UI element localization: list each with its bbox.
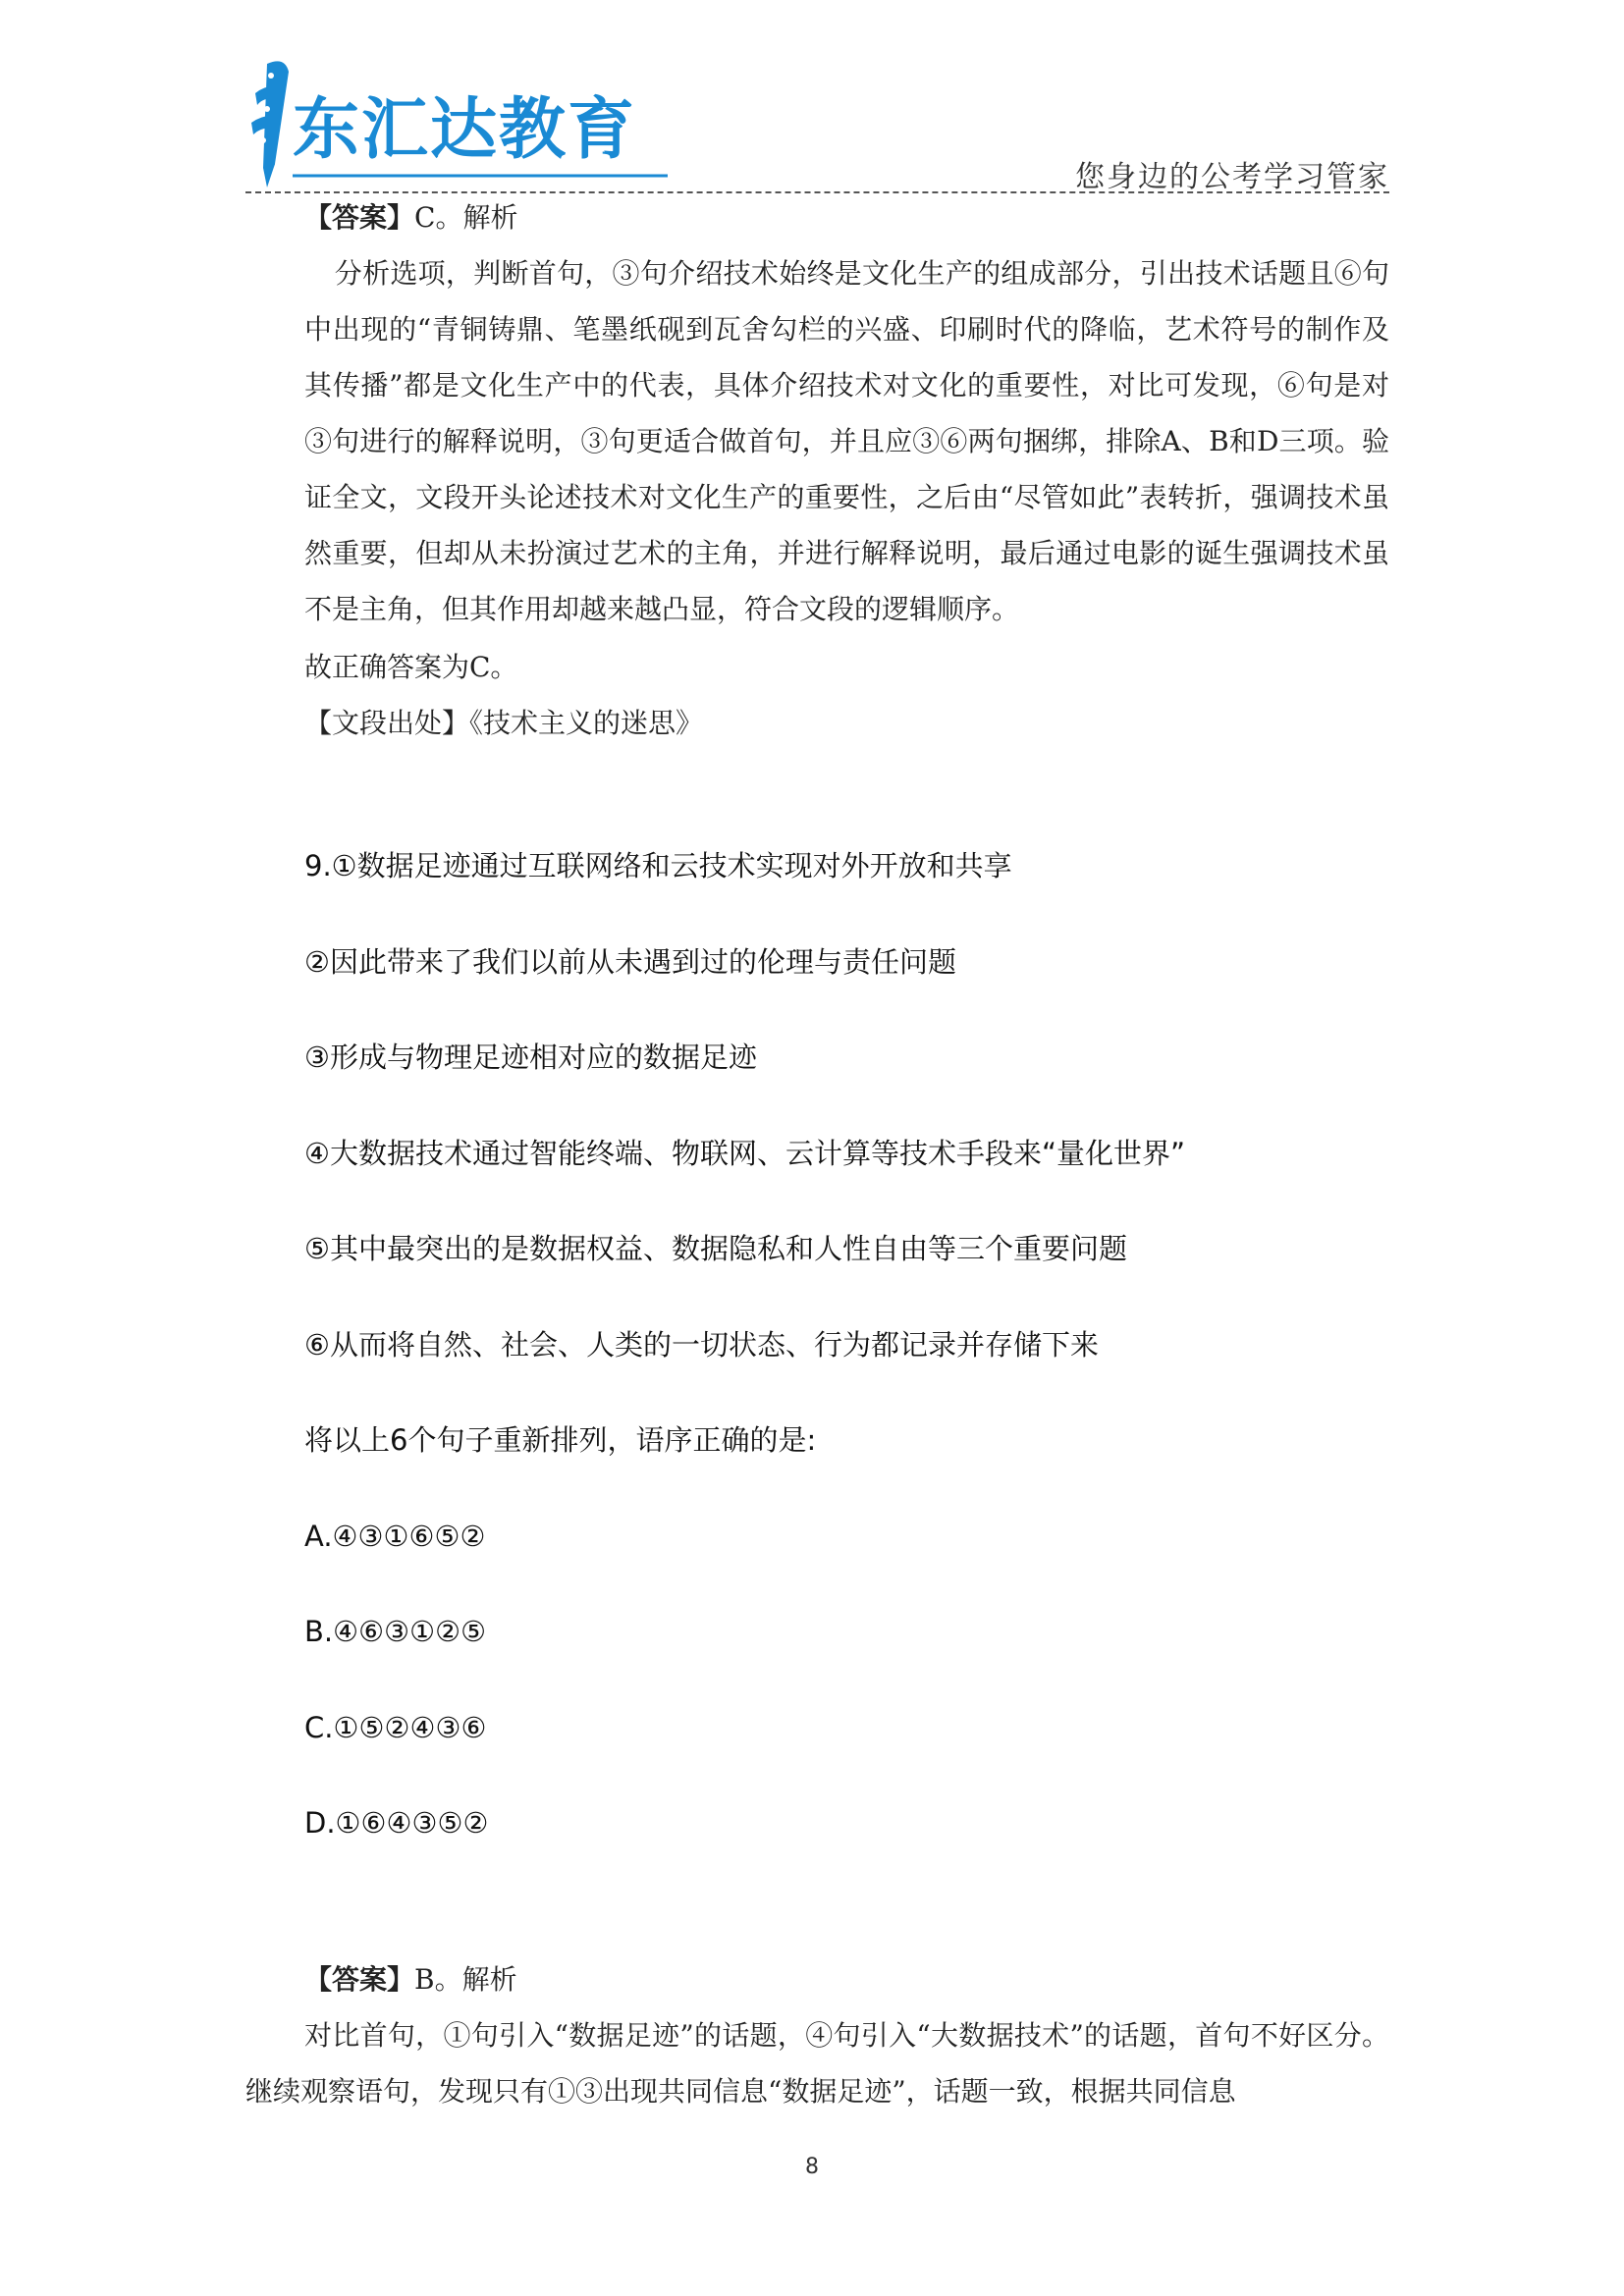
question-9-line: 9.①数据足迹通过互联网络和云技术实现对外开放和共享 — [304, 849, 1012, 882]
option-d: D.①⑥④③⑤② — [304, 1806, 489, 1840]
option-b: B.④⑥③①②⑤ — [304, 1615, 487, 1648]
page-number: 8 — [805, 2155, 819, 2179]
option-a: A.④③①⑥⑤② — [304, 1519, 486, 1553]
question-9-line: ③形成与物理足迹相对应的数据足迹 — [304, 1041, 757, 1074]
answer-8-source: 【文段出处】《技术主义的迷思》 — [304, 707, 704, 739]
answer-choice: C。解析 — [414, 201, 518, 234]
answer-8-heading — [304, 189, 1389, 245]
question-9-prompt: 将以上6个句子重新排列，语序正确的是: — [304, 1423, 817, 1457]
answer-8-conclusion: 故正确答案为C。 — [304, 651, 518, 683]
answer-9-heading — [304, 1951, 1389, 2007]
header-slogan: 您身边的公考学习管家 — [1075, 160, 1389, 194]
answer-9-body — [245, 2007, 1389, 2119]
question-9-line: ②因此带来了我们以前从未遇到过的伦理与责任问题 — [304, 944, 956, 979]
answer-9-paragraph: 对比首句，①句引入“数据足迹”的话题，④句引入“大数据技术”的话题，首句不好区分。继续观察语句，发现只有①③出现共同信息“数据足迹”，话题一致，根据共同信息 — [245, 2019, 1389, 2108]
question-9-line: ⑤其中最突出的是数据权益、数据隐私和人性自由等三个重要问题 — [304, 1232, 1127, 1265]
company-logo — [245, 54, 677, 191]
logo-text: 东汇达教育 — [293, 91, 637, 169]
answer-8-footer — [304, 639, 1389, 751]
question-9-line: ④大数据技术通过智能终端、物联网、云计算等技术手段来“量化世界” — [304, 1136, 1186, 1170]
question-9-line: ⑥从而将自然、社会、人类的一切状态、行为都记录并存储下来 — [304, 1327, 1099, 1362]
pen-logo-icon — [251, 61, 289, 187]
answer-8-body — [245, 245, 1389, 637]
answer-tag: 【答案】 — [304, 1963, 415, 1996]
option-c: C.①⑤②④③⑥ — [304, 1710, 487, 1744]
answer-choice: B。解析 — [414, 1963, 517, 1996]
answer-8-paragraph: 分析选项，判断首句，③句介绍技术始终是文化生产的组成部分，引出技术话题且⑥句中出现的“青铜铸鼎、笔墨纸砚到瓦舍勾栏的兴盛、印刷时代的降临，艺术符号的制作及其传播”都是文化生产中的代表，具体介绍技术对文化的重要性，对比可发现，⑥句是对③句进行的解释说明，③句更适合做首句，并且应③⑥两句捆绑，排除A、B和D三项。验证全文，文段开头论述技术对文化生产的重要性，之后由“尽管如此”表转折，强调技术虽然重要，但却从未扮演过艺术的主角，并进行解释说明，最后通过电影的诞生强调技术虽不是主角，但其作用却越来越凸显，符合文段的逻辑顺序。 — [304, 257, 1389, 625]
page-header — [245, 54, 1389, 199]
question-9 — [304, 846, 1185, 1899]
answer-tag: 【答案】 — [304, 201, 415, 234]
